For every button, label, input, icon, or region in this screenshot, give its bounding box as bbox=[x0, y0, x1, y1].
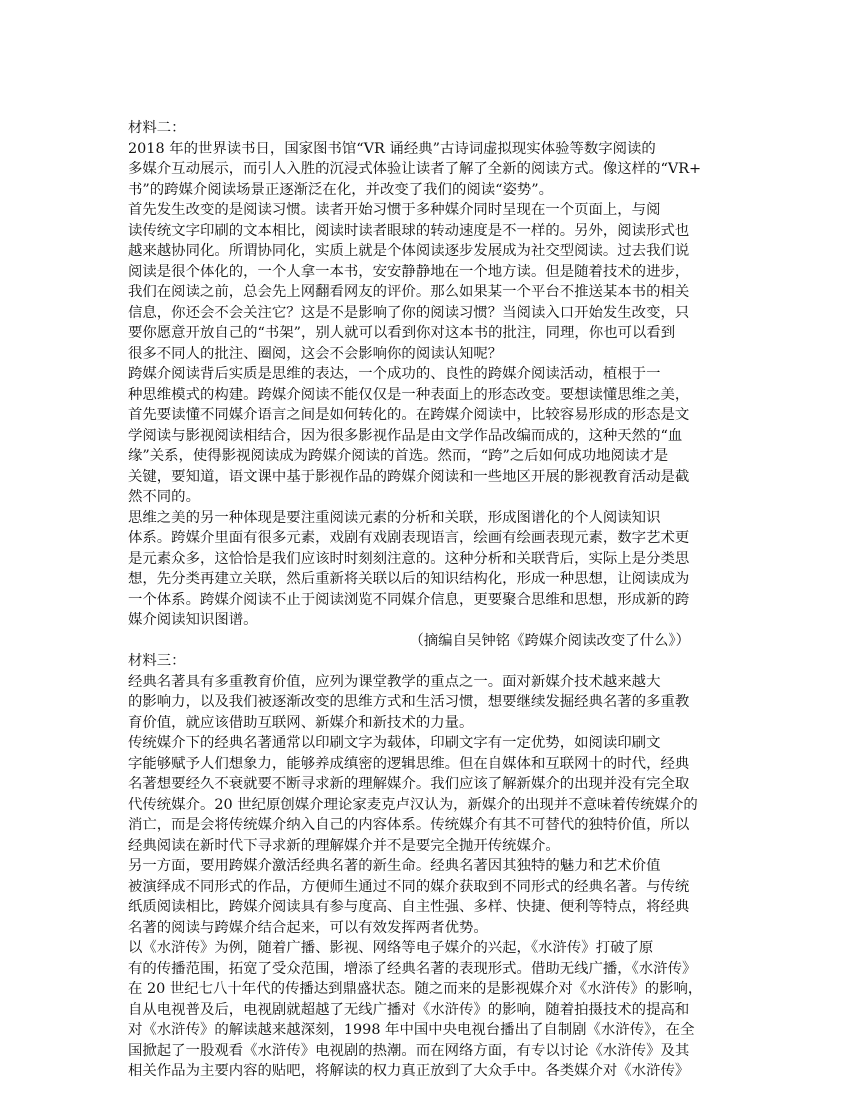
text-line: 思维之美的另一种体现是要注重阅读元素的分析和关联，形成图谱化的个人阅读知识 bbox=[128, 509, 661, 526]
paragraph bbox=[128, 364, 728, 508]
text-line: 媒介阅读知识图谱。 bbox=[128, 612, 258, 628]
paragraph bbox=[128, 856, 728, 938]
text-line: 自从电视普及后，电视剧就超越了无线广播对《水浒传》的影响，随着拍摄技术的提高和 bbox=[128, 1001, 690, 1018]
material-three bbox=[128, 651, 728, 1082]
text-line: 缘”关系，使得影视阅读成为跨媒介阅读的首选。然而，“跨”之后如何成功地阅读才是 bbox=[128, 448, 669, 464]
text-line: 越来越协同化。所谓协同化，实质上就是个体阅读逐步发展成为社交型阅读。过去我们说 bbox=[128, 243, 690, 259]
text-line: 关键，要知道，语文课中基于影视作品的跨媒介阅读和一些地区开展的影视教育活动是截 bbox=[128, 468, 690, 485]
text-line: 首先要读懂不同媒介语言之间是如何转化的。在跨媒介阅读中，比较容易形成的形态是文 bbox=[128, 407, 690, 423]
text-line: 名著想要经久不衰就要不断寻求新的理解媒介。我们应该了解新媒介的出现并没有完全取 bbox=[128, 776, 690, 792]
text-line: 是元素众多，这恰恰是我们应该时时刻刻注意的。这种分析和关联背后，实际上是分类思 bbox=[128, 550, 690, 567]
text-line: 纸质阅读相比，跨媒介阅读具有参与度高、自主性强、多样、快捷、便利等特点，将经典 bbox=[128, 899, 690, 915]
text-line: 首先发生改变的是阅读习惯。读者开始习惯于多种媒介同时呈现在一个页面上，与阅 bbox=[128, 202, 661, 218]
text-line: 经典名著具有多重教育价值，应列为课堂教学的重点之一。面对新媒介技术越来越大 bbox=[128, 673, 661, 690]
paragraph bbox=[128, 672, 728, 734]
text-line: 消亡，而是会将传统媒介纳入自己的内容体系。传统媒介有其不可替代的独特价值，所以 bbox=[128, 817, 690, 833]
text-line: 要你愿意开放自己的“书架”，别人就可以看到你对这本书的批注，同理，你也可以看到 bbox=[128, 325, 676, 341]
paragraph bbox=[128, 733, 728, 856]
text-line: 体系。跨媒介里面有很多元素，戏剧有戏剧表现语言，绘画有绘画表现元素，数字艺术更 bbox=[128, 530, 690, 546]
text-line: 国掀起了一股观看《水浒传》电视剧的热潮。而在网络方面，有专以讨论《水浒传》及其 bbox=[128, 1042, 690, 1059]
text-line: 然不同的。 bbox=[128, 489, 200, 505]
text-line: 书”的跨媒介阅读场景正逐渐泛在化，并改变了我们的阅读“姿势”。 bbox=[128, 181, 554, 198]
text-line: 有的传播范围，拓宽了受众范围，增添了经典名著的表现形式。借助无线广播，《水浒传》 bbox=[128, 960, 697, 977]
material-two-heading: 材料二： bbox=[128, 120, 186, 136]
paragraph bbox=[128, 938, 728, 1082]
text-line: 被演绎成不同形式的作品，方便师生通过不同的媒介获取到不同形式的经典名著。与传统 bbox=[128, 878, 690, 895]
text-line: 在 20 世纪七八十年代的传播达到鼎盛状态。随之而来的是影视媒介对《水浒传》的影响， bbox=[128, 981, 703, 997]
text-line: 的影响力，以及我们被逐渐改变的思维方式和生活习惯，想要继续发掘经典名著的多重教 bbox=[128, 694, 690, 710]
text-line: 我们在阅读之前，总会先上网翻看网友的评价。那么如果某一个平台不推送某本书的相关 bbox=[128, 284, 690, 300]
text-line: 对《水浒传》的解读越来越深刻，1998 年中国中央电视台播出了自制剧《水浒传》，在全 bbox=[128, 1022, 695, 1038]
text-line: 名著的阅读与跨媒介结合起来，可以有效发挥两者优势。 bbox=[128, 919, 488, 936]
text-line: 种思维模式的构建。跨媒介阅读不能仅仅是一种表面上的形态改变。要想读懂思维之美， bbox=[128, 386, 690, 403]
text-line: 读传统文字印刷的文本相比，阅读时读者眼球的转动速度是不一样的。另外，阅读形式也 bbox=[128, 222, 690, 239]
material-three-heading: 材料三： bbox=[128, 653, 186, 669]
text-line: 很多不同人的批注、圈阅，这会不会影响你的阅读认知呢？ bbox=[128, 345, 503, 362]
paragraph bbox=[128, 508, 728, 631]
text-line: 经典阅读在新时代下寻求新的理解媒介并不是要完全抛开传统媒介。 bbox=[128, 837, 560, 854]
text-line: 阅读是很个体化的，一个人拿一本书，安安静静地在一个地方读。但是随着技术的进步， bbox=[128, 263, 690, 280]
text-line: 信息，你还会不会关注它？这是不是影响了你的阅读习惯？当阅读入口开始发生改变，只 bbox=[128, 304, 690, 321]
text-line: 想，先分类再建立关联，然后重新将关联以后的知识结构化，形成一种思想，让阅读成为 bbox=[128, 571, 690, 587]
text-line: 以《水浒传》为例，随着广播、影视、网络等电子媒介的兴起，《水浒传》打破了原 bbox=[128, 940, 654, 956]
paragraph bbox=[128, 200, 728, 364]
text-line: 传统媒介下的经典名著通常以印刷文字为载体，印刷文字有一定优势，如阅读印刷文 bbox=[128, 735, 661, 751]
paragraph bbox=[128, 139, 728, 201]
text-line: 多媒介互动展示，而引人入胜的沉浸式体验让读者了解了全新的阅读方式。像这样的“VR+ bbox=[128, 161, 702, 177]
text-line: 相关作品为主要内容的贴吧，将解读的权力真正放到了大众手中。各类媒介对《水浒传》 bbox=[128, 1063, 690, 1079]
material-two bbox=[128, 118, 728, 651]
text-line: 字能够赋予人们想象力，能够养成缜密的逻辑思维。但在自媒体和互联网十的时代，经典 bbox=[128, 755, 690, 772]
text-line: 代传统媒介。20 世纪原创媒介理论家麦克卢汉认为，新媒介的出现并不意味着传统媒介的 bbox=[128, 796, 698, 813]
text-line: 学阅读与影视阅读相结合，因为很多影视作品是由文学作品改编而成的，这种天然的“血 bbox=[128, 427, 683, 444]
text-line: 育价值，就应该借助互联网、新媒介和新技术的力量。 bbox=[128, 714, 474, 731]
document-page bbox=[128, 118, 728, 1082]
text-line: 另一方面，要用跨媒介激活经典名著的新生命。经典名著因其独特的魅力和艺术价值 bbox=[128, 858, 661, 874]
text-line: 跨媒介阅读背后实质是思维的表达，一个成功的、良性的跨媒介阅读活动，植根于一 bbox=[128, 366, 661, 382]
text-line: 2018 年的世界读书日，国家图书馆“VR 诵经典”古诗词虚拟现实体验等数字阅读的 bbox=[128, 140, 656, 157]
text-line: 一个体系。跨媒介阅读不止于阅读浏览不同媒介信息，更要聚合思维和思想，形成新的跨 bbox=[128, 591, 690, 608]
source-citation: （摘编自吴钟铭《跨媒介阅读改变了什么》） bbox=[409, 632, 690, 649]
